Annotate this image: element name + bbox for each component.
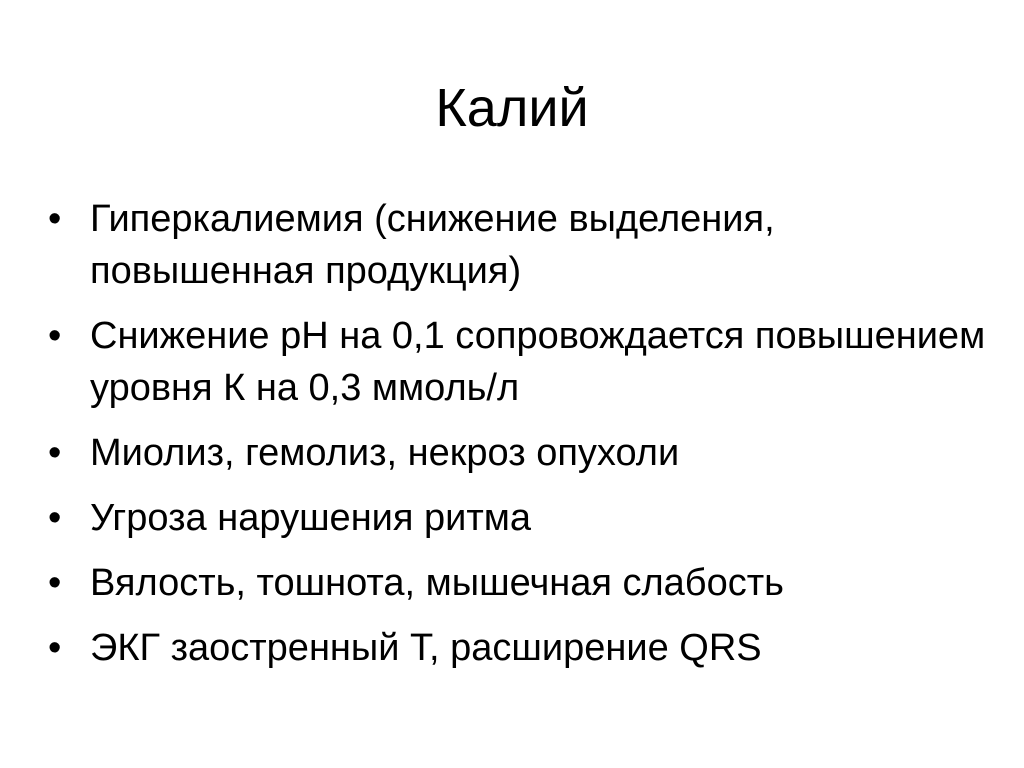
- bullet-item: [48, 193, 998, 297]
- bullet-text: ЭКГ заостренный Т, расширение QRS: [90, 627, 762, 669]
- bullet-text: Угроза нарушения ритма: [90, 497, 532, 539]
- bullet-item: [48, 622, 998, 674]
- bullet-text: Вялость, тошнота, мышечная слабость: [90, 562, 784, 604]
- bullet-dot-icon: •: [48, 432, 62, 474]
- bullet-dot-icon: •: [48, 315, 62, 357]
- bullet-text: Миолиз, гемолиз, некроз опухоли: [90, 432, 680, 474]
- bullet-item: [48, 557, 998, 609]
- bullet-text: Гиперкалиемия (снижение выделения, повышенная продукция): [90, 198, 775, 292]
- bullet-list: [48, 193, 998, 687]
- bullet-dot-icon: •: [48, 497, 62, 539]
- bullet-dot-icon: •: [48, 198, 62, 240]
- bullet-item: [48, 492, 998, 544]
- bullet-item: [48, 310, 998, 414]
- slide-title: Калий: [435, 78, 589, 138]
- bullet-dot-icon: •: [48, 627, 62, 669]
- bullet-dot-icon: •: [48, 562, 62, 604]
- bullet-item: [48, 427, 998, 479]
- bullet-text: Снижение pH на 0,1 сопровождается повышением уровня К на 0,3 ммоль/л: [90, 315, 986, 409]
